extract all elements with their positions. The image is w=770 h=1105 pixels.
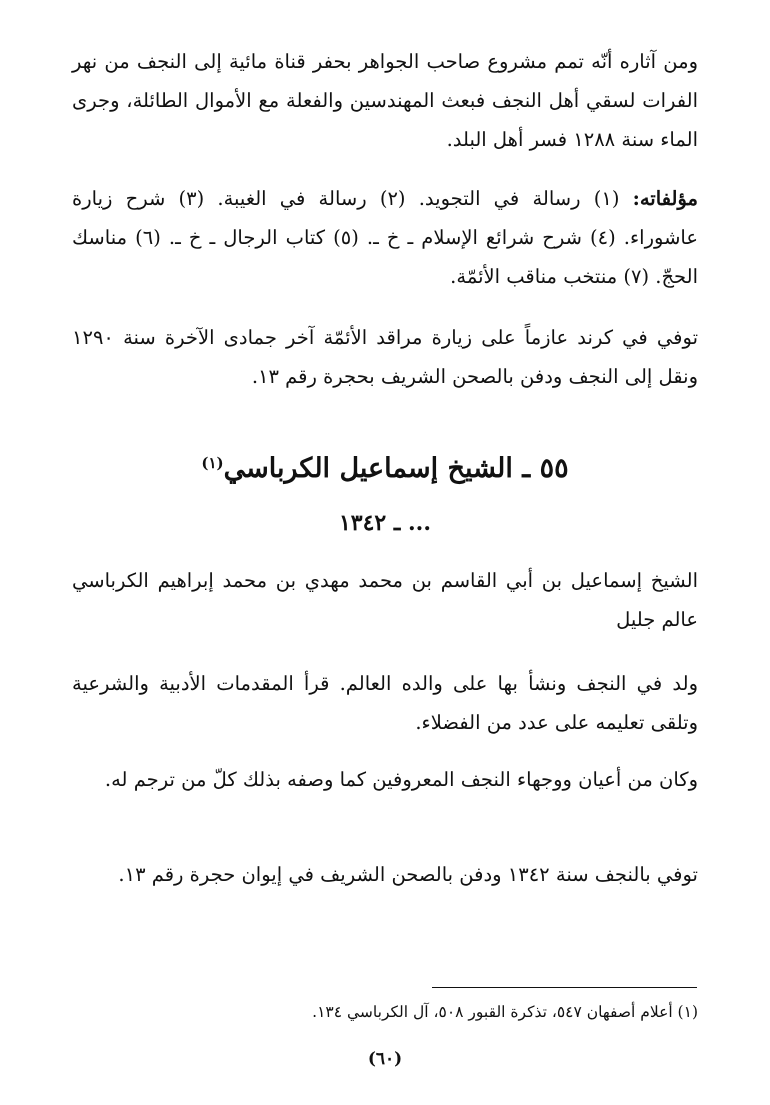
footnote-marker[interactable]: (١) [201, 454, 224, 472]
paragraph-text: ولد في النجف ونشأ بها على والده العالم. قرأ المقدمات الأدبية والشرعية وتلقى تعليمه على عدد من الفضلاء. [72, 672, 698, 734]
paragraph-text: ومن آثاره أنّه تمم مشروع صاحب الجواهر بحفر قناة مائية إلى النجف من نهر الفرات لسقي أهل النجف فبعث المهندسين والفعلة مع الأموال الطائلة، وجرى الماء سنة ١٢٨٨ فسر أهل البلد. [72, 50, 698, 151]
footnote-text: (١) أعلام أصفهان ٥٤٧، تذكرة القبور ٥٠٨، آل الكرباسي ١٣٤. [312, 1003, 698, 1021]
entry-dates [72, 506, 698, 540]
paragraph-text: توفي بالنجف سنة ١٣٤٢ ودفن بالصحن الشريف في إيوان حجرة رقم ١٣. [118, 863, 698, 886]
page-number-text: (٦٠) [367, 1049, 403, 1069]
entry-dates-text: ... ـ ١٣٤٢ [338, 510, 431, 536]
entry-heading [72, 449, 698, 489]
paragraph-works [72, 179, 698, 296]
entry-paragraph-notables [72, 760, 698, 799]
works-lead-label: مؤلفاته: [632, 187, 698, 210]
entry-heading-text: ٥٥ ـ الشيخ إسماعيل الكرباسي [223, 453, 569, 484]
page-number [0, 1045, 770, 1073]
paragraph-irrigation-canal [72, 42, 698, 159]
entry-paragraph-death [72, 855, 698, 894]
paragraph-text: (١) رسالة في التجويد. (٢) رسالة في الغيبة. (٣) شرح زيارة عاشوراء. (٤) شرح شرائع الإسلام ـ خ ـ. (٥) كتاب الرجال ـ خ ـ. (٦) مناسك الحجّ. (٧) منتخب مناقب الأئمّة. [72, 187, 698, 288]
paragraph-text: الشيخ إسماعيل بن أبي القاسم بن محمد مهدي بن محمد إبراهيم الكرباسي عالم جليل [72, 569, 698, 631]
footnote-divider [432, 987, 697, 988]
entry-paragraph-birth [72, 664, 698, 742]
footnote [72, 998, 698, 1026]
paragraph-text: وكان من أعيان ووجهاء النجف المعروفين كما وصفه بذلك كلّ من ترجم له. [104, 768, 698, 791]
entry-paragraph-name [72, 561, 698, 639]
paragraph-text: توفي في كرند عازماً على زيارة مراقد الأئمّة آخر جمادى الآخرة سنة ١٢٩٠ ونقل إلى النجف ودفن بالصحن الشريف بحجرة رقم ١٣. [72, 326, 698, 388]
paragraph-death [72, 318, 698, 396]
